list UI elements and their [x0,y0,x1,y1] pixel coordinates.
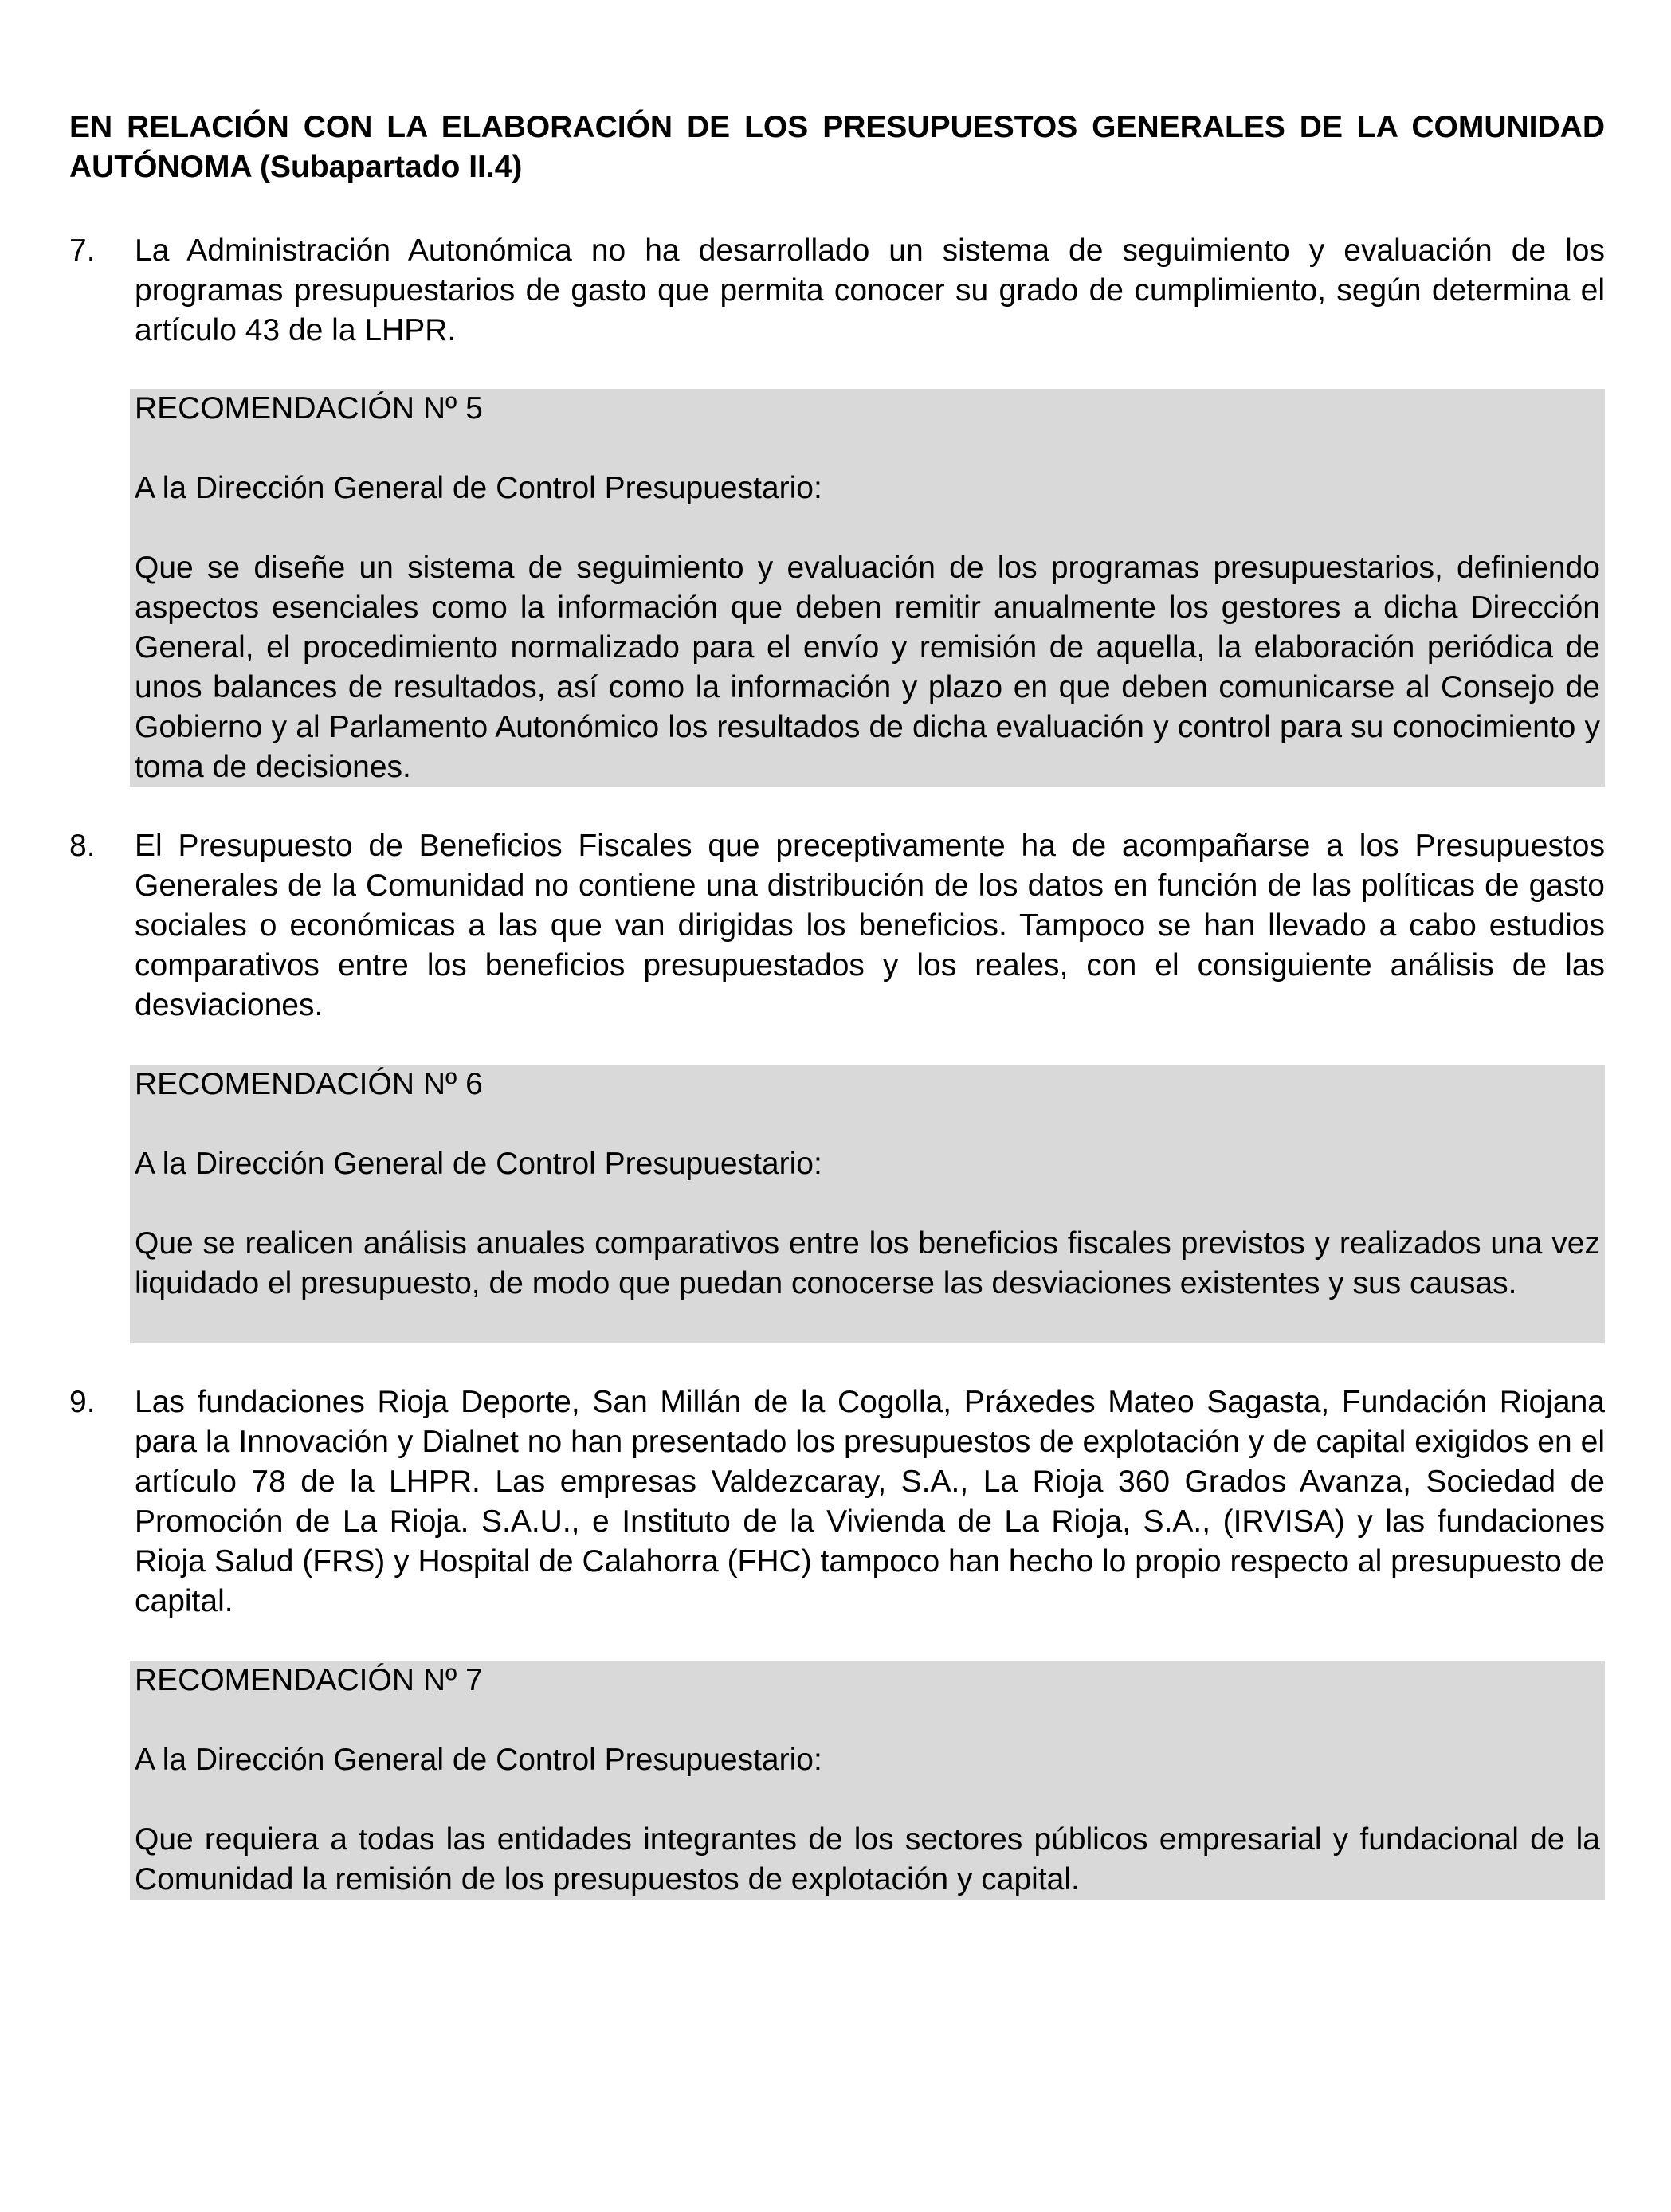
finding-text: El Presupuesto de Beneficios Fiscales que preceptivamente ha de acompañarse a los Presupuestos Generales de la Comunidad no contiene una distribución de los datos en función de las políticas de gasto sociales o económicas a las que van dirigidas los beneficios. Tampoco se han llevado a cabo estudios comparativos entre los beneficios presupuestados y los reales, con el consiguiente análisis de las desviaciones. [135,829,1605,1022]
finding-number: 7. [69,233,96,268]
finding-text: Las fundaciones Rioja Deporte, San Millán de la Cogolla, Práxedes Mateo Sagasta, Fundación Riojana para la Innovación y Dialnet no han presentado los presupuestos de explotación y de capital exigidos en el artículo 78 de la LHPR. Las empresas Valdezcaray, S.A., La Rioja 360 Grados Avanza, Sociedad de Promoción de La Rioja. S.A.U., e Instituto de la Vivienda de La Rioja, S.A., (IRVISA) y las fundaciones Rioja Salud (FRS) y Hospital de Calahorra (FHC) tampoco han hecho lo propio respecto al presupuesto de capital. [135,1385,1605,1618]
finding-number: 8. [69,829,96,863]
finding-number: 9. [69,1385,96,1419]
recommendation-body: Que se realicen análisis anuales comparativos entre los beneficios fiscales previstos y realizados una vez liquidado el presupuesto, de modo que puedan conocerse las desviaciones existentes y sus causas. [135,1226,1600,1300]
recommendation-box-7 [130,1661,1605,1900]
recommendation-addressee: A la Dirección General de Control Presupuestario: [135,1147,822,1181]
recommendation-box-6 [130,1065,1605,1343]
recommendation-body: Que requiera a todas las entidades integrantes de los sectores públicos empresarial y fundacional de la Comunidad la remisión de los presupuestos de explotación y capital. [135,1822,1600,1896]
recommendation-addressee: A la Dirección General de Control Presupuestario: [135,471,822,505]
recommendation-title: RECOMENDACIÓN Nº 6 [135,1067,483,1101]
recommendation-title: RECOMENDACIÓN Nº 7 [135,1663,483,1697]
finding-text: La Administración Autonómica no ha desarrollado un sistema de seguimiento y evaluación de los programas presupuestarios de gasto que permita conocer su grado de cumplimiento, según determina el artículo 43 de la LHPR. [135,233,1605,347]
recommendation-box-5 [130,389,1605,787]
section-heading: EN RELACIÓN CON LA ELABORACIÓN DE LOS PRESUPUESTOS GENERALES DE LA COMUNIDAD AUTÓNOMA (Subapartado II.4) [69,110,1605,184]
recommendation-body: Que se diseñe un sistema de seguimiento y evaluación de los programas presupuestarios, definiendo aspectos esenciales como la información que deben remitir anualmente los gestores a dicha Dirección General, el procedimiento normalizado para el envío y remisión de aquella, la elaboración periódica de unos balances de resultados, así como la información y plazo en que deben comunicarse al Consejo de Gobierno y al Parlamento Autonómico los resultados de dicha evaluación y control para su conocimiento y toma de decisiones. [135,551,1600,784]
recommendation-addressee: A la Dirección General de Control Presupuestario: [135,1743,822,1777]
recommendation-title: RECOMENDACIÓN Nº 5 [135,391,483,426]
